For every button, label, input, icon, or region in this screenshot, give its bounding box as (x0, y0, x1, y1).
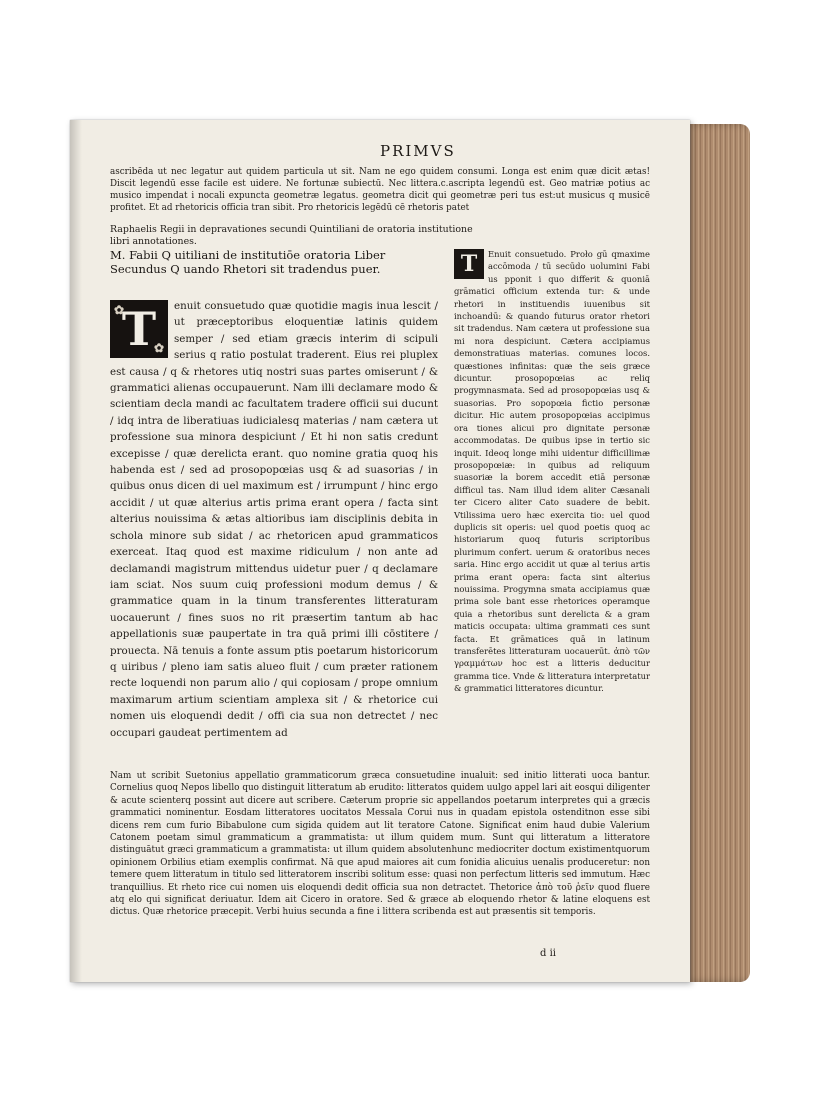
bottom-commentary: Nam ut scribit Suetonius appellatio grammaticorum græca consuetudine inualuit: sed initio litterati uoca bantur. Cornelius quoq Nepos libello quo distinguit litteratum ab erudito: litteratos quidem uulgo appel lari ait eosqui diligenter & acute scienterq possint aut dicere aut scribere. Cæterum proprie sic appellandos poetarum interpretes qui a græcis grammatici nominentur. Eosdam litteratores uocitatos Messala Corui nus in quadam epistola ostenditnon esse sibi dicens rem cum furio Bibabulone cum sigida quidem aut lit teratore Catone. Significat enim haud dubie Valerium Catonem poetam simul grammaticum a grammatista: ut illum quidem mum. Sunt qui litteratum a litteratore distinguātut græci grammaticum a grammatista: ut illum quidem absolutenhunc mediocriter doctum existimentquorum opinionem Orbilius etiam exemplis confirmat. Nā que apud maiores ait cum fonidia alicuius uenalis produceretur: non temere quem litteratum in titulo sed litteratorem inscribi solitum esse: quasi non perfectum litteris sed immutum. Hæc tranquillius. Et rheto rice cui nomen uis eloquendi dedit officia sua non detractet. Thetorice ἀπὸ τοῦ ῥεῖν quod fluere atq elo qui significat deriuatur. Idem ait Cicero in oratore. Sed & græce ab eloquendo rhetor & latine eloquens est dictus. Quæ rhetorice præcepit. Verbi huius secunda a fine i littera scribenda est aut præsentis sit temporis. (110, 771, 650, 918)
chapter-title: M. Fabii Q uitiliani de institutiōe oratoria Liber Secundus Q uando Rhetori sit tradendus puer. (110, 248, 386, 276)
top-commentary: ascribēda ut nec legatur aut quidem particula ut sit. Nam ne ego quidem consumi. Longa est enim quæ dicit ætas! Discit legendū esse facile est uidere. Ne fortunæ subiectū. Nec littera.c.ascripta legendū est. Geo matriæ potius ac musico impendat i nocali expuncta geometræ legatus. geometra dicit qui geometræ peri tus est:ut musicus q musicē profitet. Et ad rhetoricis officia tran sibit. Pro rhetoricis legēdū cē rhetoris patet (110, 167, 650, 214)
small-initial-icon (454, 249, 484, 279)
decorated-initial-icon (110, 300, 168, 358)
initial-letter: T (121, 302, 157, 356)
side-commentary-block (454, 248, 650, 695)
page-edges (682, 124, 750, 982)
binding-shadow (70, 120, 82, 982)
signature-mark: d ii (540, 948, 556, 959)
book-page (70, 120, 690, 982)
small-initial-letter: T (460, 251, 478, 277)
main-text-block (110, 298, 438, 741)
side-commentary: Enuit consuetudo. Proło gū qmaxime accōmoda / tū secūdo uolumini Fabi us pponit i quo differit & quoniā grāmatici officium extenda tur: & unde rhetori in instituendis iuuenibus sit inchoandū: & quando futurus orator rhetori sit tradendus. Nam cætera ut professione sua mi nora despiciunt. Cætera accipiamus demonstratiuas materias. comunes locos. quæstiones infinitas: quæ the seis græce dicuntur. prosopopœias ac reliq progymnasmata. Sed ad prosopopœias usq & suasorias. Pro sopopœia fictio personæ dicitur. Hic autem prosopopœias accipimus ora tiones alicui pro dignitate personæ accommodatas. De quibus ipse in tertio sic inquit. Ideoq longe mihi uidentur difficillimæ prosopopœiæ: in quibus ad reliquum suasoriæ la borem accedit etiā personæ difficul tas. Nam illud idem aliter Cæsanali ter Cicero aliter Cato suadere de bebit. Vtilissima uero hæc exercita tio: uel quod duplicis sit operis: uel quod poetis quoq ac historiarum quoq futuris scriptoribus plurimum confert. uerum & oratoribus neces saria. Hinc ergo accidit ut quæ al terius artis prima erant opera: facta sint alterius nouissima. Progymna smata accipiamus quæ prima sole bant esse rhetorices operamque quia a rhetoribus sunt derelicta & a gram maticis occupata: ultima grammati ces sunt facta. Et grāmatices quā in latinum transferētes litteraturam uocauerūt. ἀπὸ τῶν γραμμάτων hoc est a litteris deducitur gramma tice. Vnde & litteratura interpretatur & grammatici litteratores dicuntur. (454, 249, 650, 694)
running-head: PRIMVS (380, 142, 456, 160)
main-text: enuit consuetudo quæ quotidie magis inua lescit / ut præceptoribus eloquentiæ latinis quidem semper / sed etiam græcis interim di scipuli serius q ratio postulat traderent. Eius rei pluplex est causa / q & rhetores utiq nostri suas partes omiserunt / & grammatici alienas occupauerunt. Nam illi declamare modo & scientiam decla mandi ac facultatem tradere officii sui ducunt / idq intra de liberatiuas iudicialesq materias / nam cætera ut professione sua minora despiciunt / Et hi non satis credunt excepisse / quæ derelicta erant. quo nomine gratia quoq his habenda est / sed ad prosopopœias usq & ad suasorias / in quibus onus dicen di uel maximum est / irrumpunt / hinc ergo accidit / ut quæ alterius artis prima erant opera / facta sint alterius nouissima & ætas altioribus iam disciplinis debita in schola minore sub sidat / ac rhetoricen apud grammaticos exerceat. Itaq quod est maxime ridiculum / non ante ad declamandi magistrum mittendus uidetur puer / q declamare iam sciat. Nos suum cuiq professioni modum demus / & grammatice quam in la tinum transferentes litteraturam uocauerunt / fines suos no rit præsertim tantum ab hac appellationis suæ paupertate in tra quā primi illi cōstitere / prouecta. Nā tenuis a fonte assum ptis poetarum historicorum q uiribus / pleno iam satis alueo fluit / cum præter rationem recte loquendi non parum alio / qui copiosam / prope omnium maximarum artium scientiam amplexa sit / & rhetorice cui nomen uis eloquendi dedit / offi cia sua non detrectet / nec occupari gaudeat pertimentem ad (110, 300, 438, 739)
commentary-title: Raphaelis Regii in depravationes secundi Quintiliani de oratoria institutione libri annotationes. (110, 224, 473, 248)
book (70, 120, 750, 982)
